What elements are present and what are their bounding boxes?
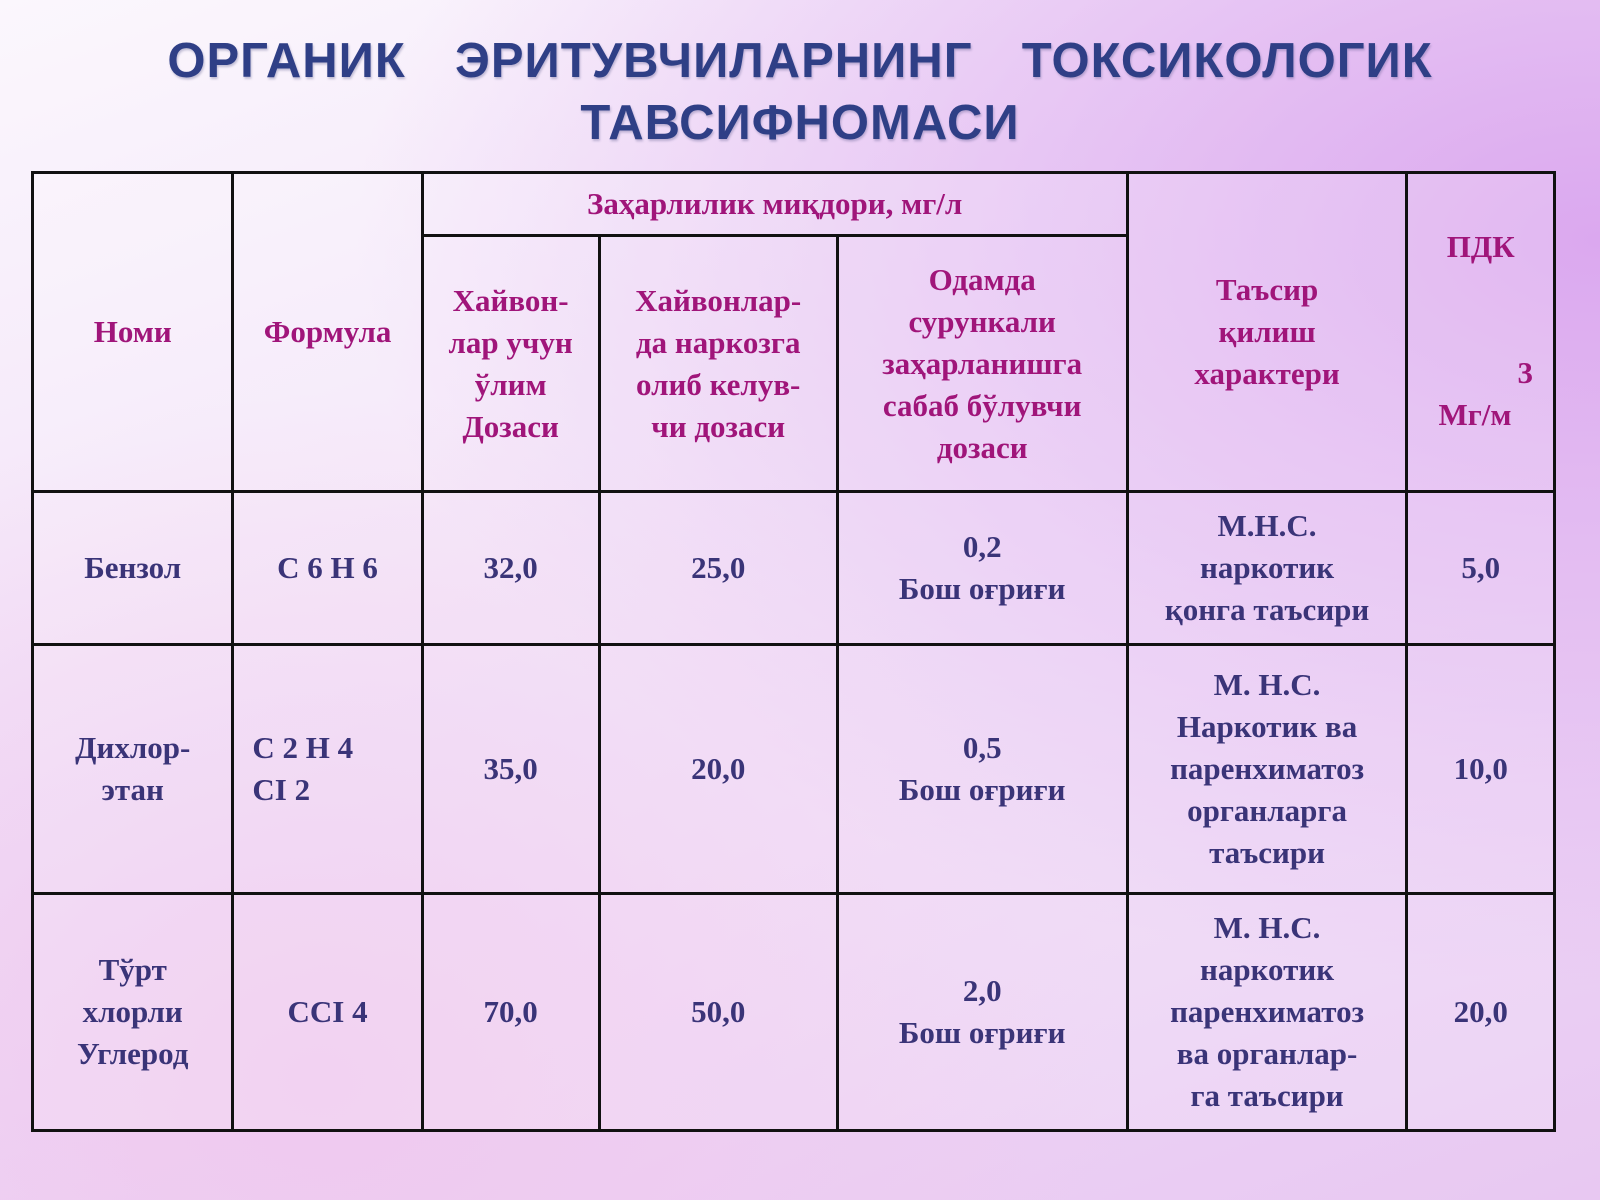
row-chronic-dose: 2,0 Бош оғриғи	[837, 894, 1127, 1131]
header-formula: Формула	[233, 173, 422, 492]
header-effect: Таъсир қилиш характери	[1127, 173, 1407, 492]
header-toxicity-group: Заҳарлилик миқдори, мг/л	[422, 173, 1127, 236]
pdk-unit-superscript: 3	[1517, 355, 1533, 390]
header-pdk	[1407, 173, 1555, 492]
row-name: Бензол	[33, 492, 233, 645]
pdk-unit: Мг/м	[1438, 397, 1512, 432]
row-lethal-dose: 70,0	[422, 894, 599, 1131]
row-formula: С 2 Н 4 СI 2	[233, 645, 422, 894]
row-pdk: 10,0	[1407, 645, 1555, 894]
row-effect: М.Н.С. наркотик қонга таъсири	[1127, 492, 1407, 645]
row-narcosis-dose: 20,0	[599, 645, 837, 894]
row-chronic-dose: 0,5 Бош оғриғи	[837, 645, 1127, 894]
row-name: Тўрт хлорли Углерод	[33, 894, 233, 1131]
header-lethal-dose: Хайвон- лар учун ўлим Дозаси	[422, 236, 599, 492]
table-row	[33, 492, 1555, 645]
header-name: Номи	[33, 173, 233, 492]
slide-title	[0, 30, 1600, 154]
row-narcosis-dose: 50,0	[599, 894, 837, 1131]
table-row	[33, 894, 1555, 1131]
title-line-1: ОРГАНИК ЭРИТУВЧИЛАРНИНГ ТОКСИКОЛОГИК	[167, 34, 1433, 88]
toxicology-table	[31, 171, 1556, 1132]
row-narcosis-dose: 25,0	[599, 492, 837, 645]
row-effect: М. Н.С. наркотик паренхиматоз ва органлар- га таъсири	[1127, 894, 1407, 1131]
row-formula: ССI 4	[233, 894, 422, 1131]
header-chronic-dose: Одамда сурункали заҳарланишга сабаб бўлувчи дозаси	[837, 236, 1127, 492]
table-row	[33, 645, 1555, 894]
row-chronic-dose: 0,2 Бош оғриғи	[837, 492, 1127, 645]
header-row-1	[33, 173, 1555, 236]
row-pdk: 20,0	[1407, 894, 1555, 1131]
row-formula: С 6 Н 6	[233, 492, 422, 645]
row-lethal-dose: 32,0	[422, 492, 599, 645]
row-effect: М. Н.С. Наркотик ва паренхиматоз органларга таъсири	[1127, 645, 1407, 894]
row-lethal-dose: 35,0	[422, 645, 599, 894]
toxicology-table-container	[31, 171, 1556, 1129]
row-pdk: 5,0	[1407, 492, 1555, 645]
title-line-2: ТАВСИФНОМАСИ	[580, 96, 1020, 150]
row-name: Дихлор- этан	[33, 645, 233, 894]
pdk-title: ПДК	[1446, 229, 1515, 264]
header-narcosis-dose: Хайвонлар- да наркозга олиб келув- чи дозаси	[599, 236, 837, 492]
